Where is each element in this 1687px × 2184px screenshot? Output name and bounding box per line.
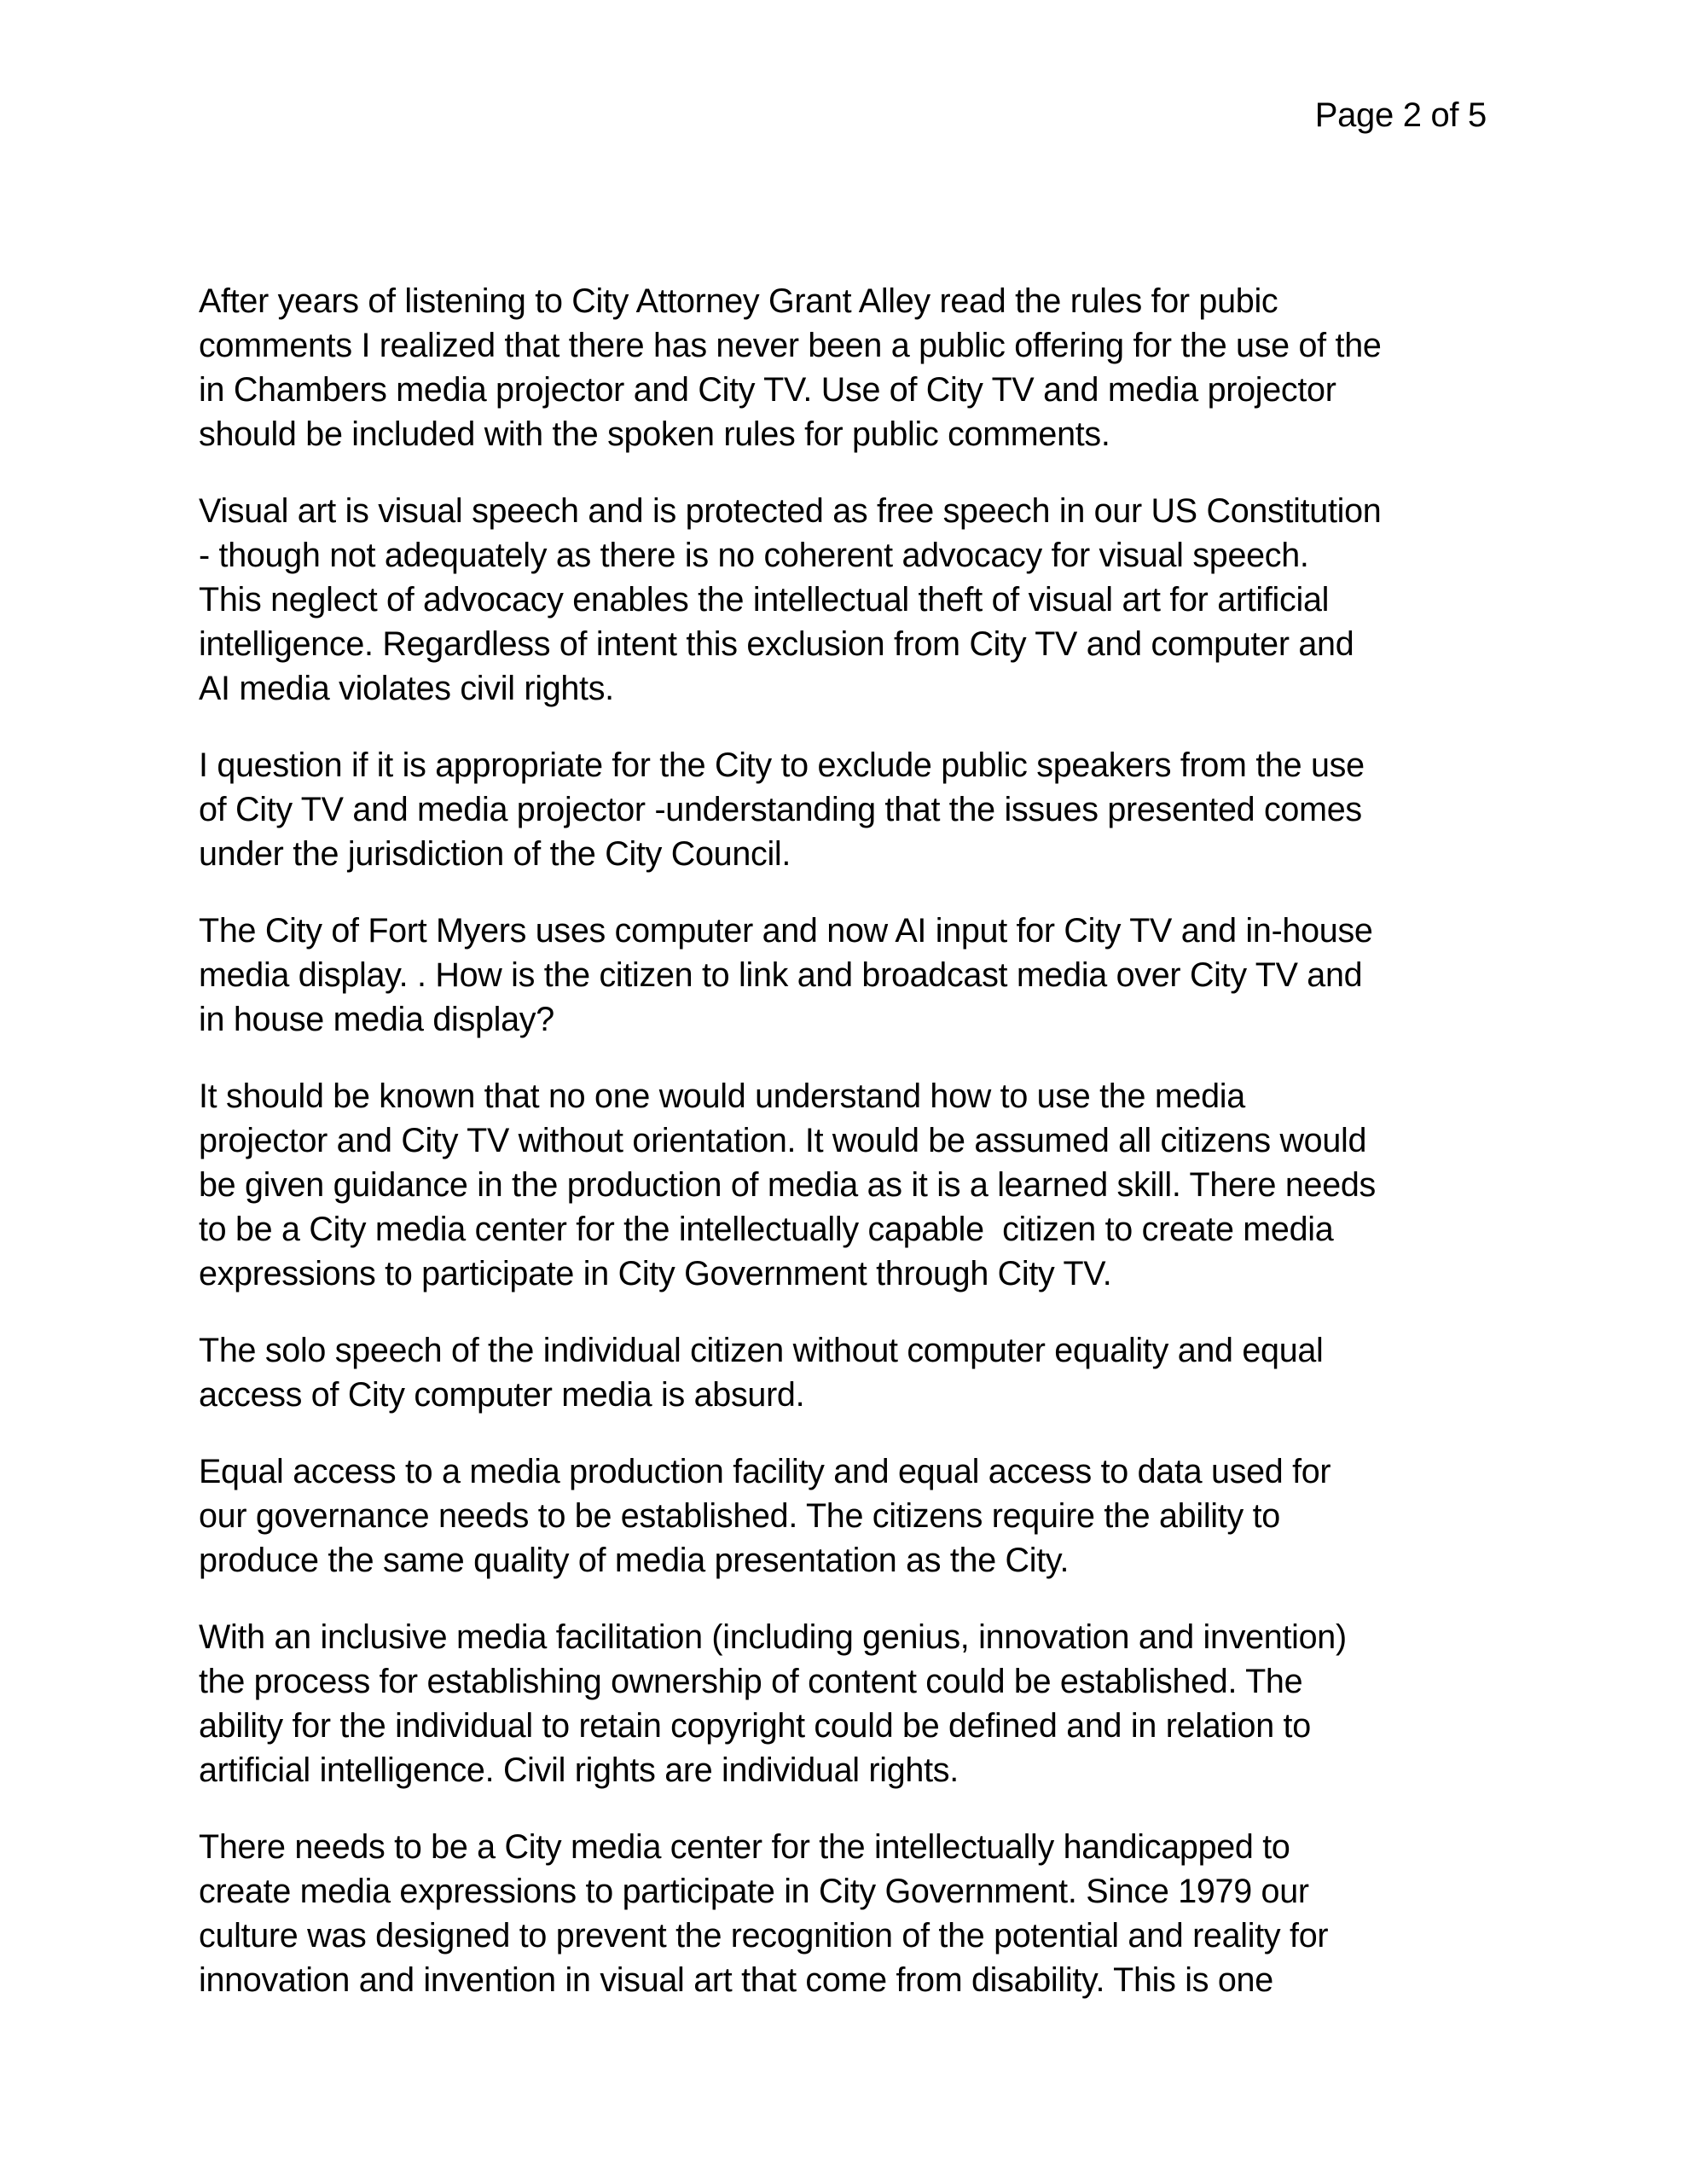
paragraph-6: The solo speech of the individual citizen without computer equality and equal access of City computer media is absurd. bbox=[199, 1332, 1324, 1414]
letter-body bbox=[199, 279, 1580, 2035]
paragraph-1: After years of listening to City Attorney Grant Alley read the rules for pubic comments I realized that there has never been a public offering for the use of the in Chambers media projector and City TV. Use of City TV and media projector should be included with the spoken rules for public comments. bbox=[199, 282, 1382, 453]
page-number-indicator: Page 2 of 5 bbox=[1314, 96, 1487, 134]
paragraph-3: I question if it is appropriate for the City to exclude public speakers from the use of City TV and media projector -understanding that the issues presented comes under the jurisdiction of the City Council. bbox=[199, 746, 1365, 873]
paragraph-4: The City of Fort Myers uses computer and now AI input for City TV and in-house media display. . How is the citizen to link and broadcast media over City TV and in house media display? bbox=[199, 912, 1373, 1038]
paragraph-9: There needs to be a City media center for the intellectually handicapped to create media expressions to participate in City Government. Since 1979 our culture was designed to prevent the recognition of the potential and reality for innovation and invention in visual art that come from disability. This is one bbox=[199, 1828, 1329, 1999]
paragraph-5: It should be known that no one would understand how to use the media projector and City TV without orientation. It would be assumed all citizens would be given guidance in the production of media as it is a learned skill. There needs to be a City media center for the intellectually capable citizen to create media expressions to participate in City Government through City TV. bbox=[199, 1077, 1376, 1292]
paragraph-2: Visual art is visual speech and is protected as free speech in our US Constitution - though not adequately as there is no coherent advocacy for visual speech. This neglect of advocacy enables the intellectual theft of visual art for artificial intelligence. Regardless of intent this exclusion from City TV and computer and AI media violates civil rights. bbox=[199, 492, 1382, 707]
paragraph-8: With an inclusive media facilitation (including genius, innovation and invention) the process for establishing ownership of content could be established. The ability for the individual to retain copyright could be defined and in relation to artificial intelligence. Civil rights are individual rights. bbox=[199, 1618, 1347, 1789]
paragraph-7: Equal access to a media production facility and equal access to data used for our governance needs to be established. The citizens require the ability to produce the same quality of media presentation as the City. bbox=[199, 1453, 1331, 1579]
